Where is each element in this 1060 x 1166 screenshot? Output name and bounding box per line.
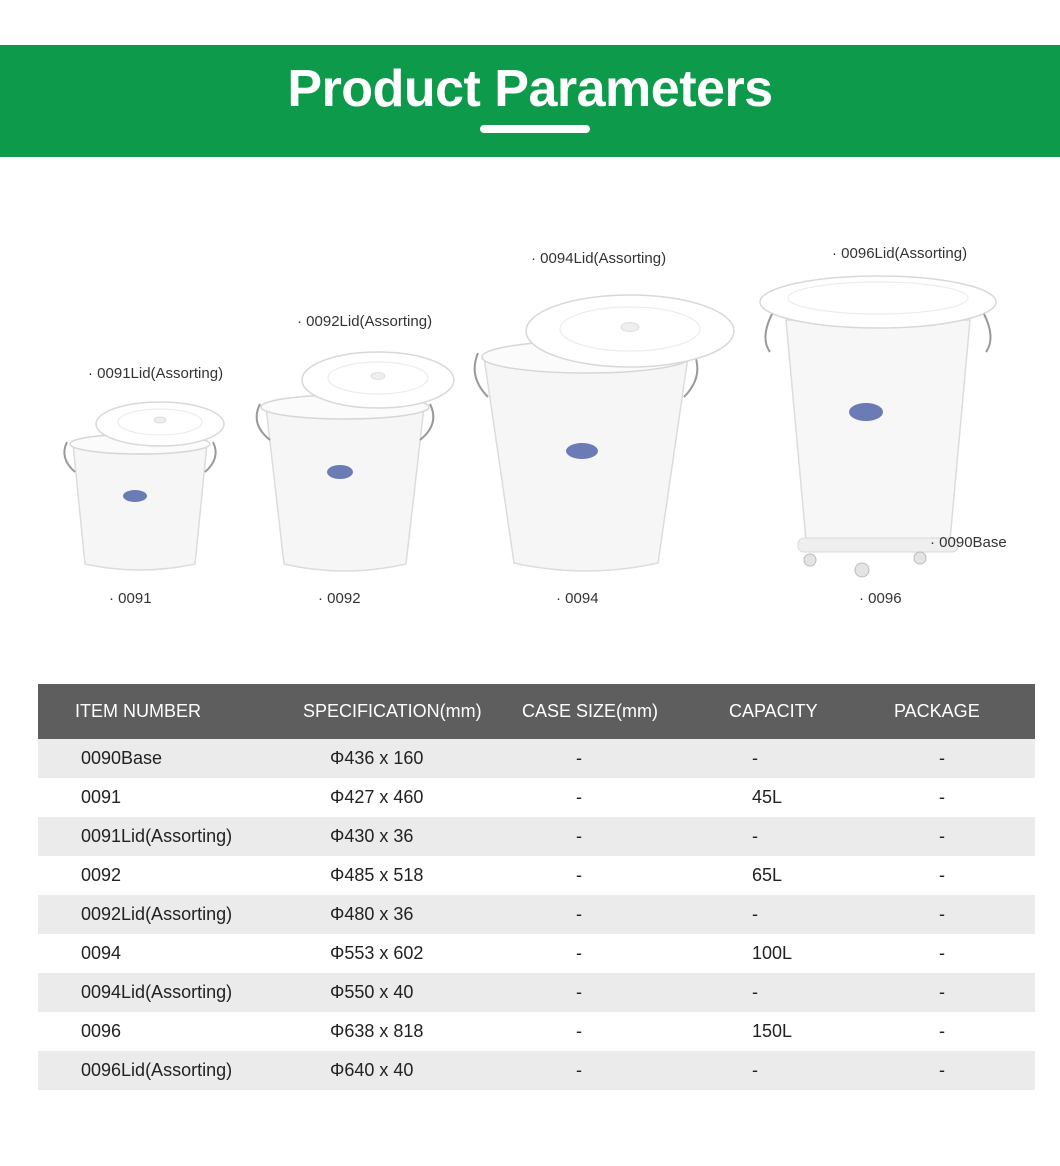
cell-capacity: 150L <box>714 1012 864 1051</box>
page-title: Product Parameters <box>287 60 773 118</box>
header-banner <box>0 45 1060 157</box>
cell-package: - <box>864 817 1035 856</box>
cell-specification: Φ430 x 36 <box>275 817 514 856</box>
bucket-0092-image <box>248 342 460 572</box>
parameters-table <box>38 684 1035 1090</box>
cell-capacity: - <box>714 973 864 1012</box>
table-row <box>38 973 1035 1012</box>
cell-item-number: 0096Lid(Assorting) <box>38 1051 275 1090</box>
header-package: PACKAGE <box>864 684 1035 739</box>
cell-package: - <box>864 856 1035 895</box>
label-0092: · 0092 <box>318 590 361 607</box>
cell-specification: Φ427 x 460 <box>275 778 514 817</box>
table-row <box>38 739 1035 778</box>
table-row <box>38 1051 1035 1090</box>
bucket-0091-image <box>55 392 230 572</box>
cell-case-size: - <box>514 934 714 973</box>
header-specification: SPECIFICATION(mm) <box>275 684 514 739</box>
table-header-row <box>38 684 1035 739</box>
label-0096: · 0096 <box>859 590 902 607</box>
bucket-0094-image <box>470 287 738 572</box>
table-row <box>38 817 1035 856</box>
table-row <box>38 1012 1035 1051</box>
cell-case-size: - <box>514 778 714 817</box>
table-row <box>38 856 1035 895</box>
cell-package: - <box>864 973 1035 1012</box>
cell-capacity: - <box>714 895 864 934</box>
cell-package: - <box>864 778 1035 817</box>
label-0096-lid: · 0096Lid(Assorting) <box>832 245 968 262</box>
cell-item-number: 0092Lid(Assorting) <box>38 895 275 934</box>
table-row <box>38 778 1035 817</box>
cell-item-number: 0094 <box>38 934 275 973</box>
cell-specification: Φ480 x 36 <box>275 895 514 934</box>
cell-specification: Φ485 x 518 <box>275 856 514 895</box>
label-0091: · 0091 <box>109 590 152 607</box>
cell-item-number: 0092 <box>38 856 275 895</box>
cell-item-number: 0094Lid(Assorting) <box>38 973 275 1012</box>
cell-package: - <box>864 895 1035 934</box>
cell-item-number: 0096 <box>38 1012 275 1051</box>
header-case-size: CASE SIZE(mm) <box>514 684 714 739</box>
cell-specification: Φ436 x 160 <box>275 739 514 778</box>
header-item-number: ITEM NUMBER <box>38 684 275 739</box>
header-capacity: CAPACITY <box>714 684 864 739</box>
cell-case-size: - <box>514 856 714 895</box>
label-0090-base: · 0090Base <box>930 534 1007 551</box>
cell-package: - <box>864 739 1035 778</box>
cell-case-size: - <box>514 895 714 934</box>
cell-item-number: 0090Base <box>38 739 275 778</box>
label-0092-lid: · 0092Lid(Assorting) <box>297 313 433 330</box>
cell-item-number: 0091 <box>38 778 275 817</box>
table-row <box>38 934 1035 973</box>
cell-specification: Φ550 x 40 <box>275 973 514 1012</box>
cell-capacity: - <box>714 739 864 778</box>
cell-capacity: - <box>714 1051 864 1090</box>
cell-case-size: - <box>514 1051 714 1090</box>
cell-case-size: - <box>514 817 714 856</box>
cell-specification: Φ640 x 40 <box>275 1051 514 1090</box>
cell-package: - <box>864 1012 1035 1051</box>
product-gallery <box>0 157 1060 677</box>
label-0094: · 0094 <box>556 590 599 607</box>
cell-package: - <box>864 1051 1035 1090</box>
label-0094-lid: · 0094Lid(Assorting) <box>531 250 667 267</box>
cell-case-size: - <box>514 1012 714 1051</box>
title-underline <box>480 125 590 133</box>
table-row <box>38 895 1035 934</box>
cell-capacity: 45L <box>714 778 864 817</box>
label-0091-lid: · 0091Lid(Assorting) <box>88 365 224 382</box>
cell-specification: Φ553 x 602 <box>275 934 514 973</box>
cell-item-number: 0091Lid(Assorting) <box>38 817 275 856</box>
cell-case-size: - <box>514 973 714 1012</box>
cell-package: - <box>864 934 1035 973</box>
cell-specification: Φ638 x 818 <box>275 1012 514 1051</box>
cell-case-size: - <box>514 739 714 778</box>
cell-capacity: - <box>714 817 864 856</box>
cell-capacity: 65L <box>714 856 864 895</box>
cell-capacity: 100L <box>714 934 864 973</box>
